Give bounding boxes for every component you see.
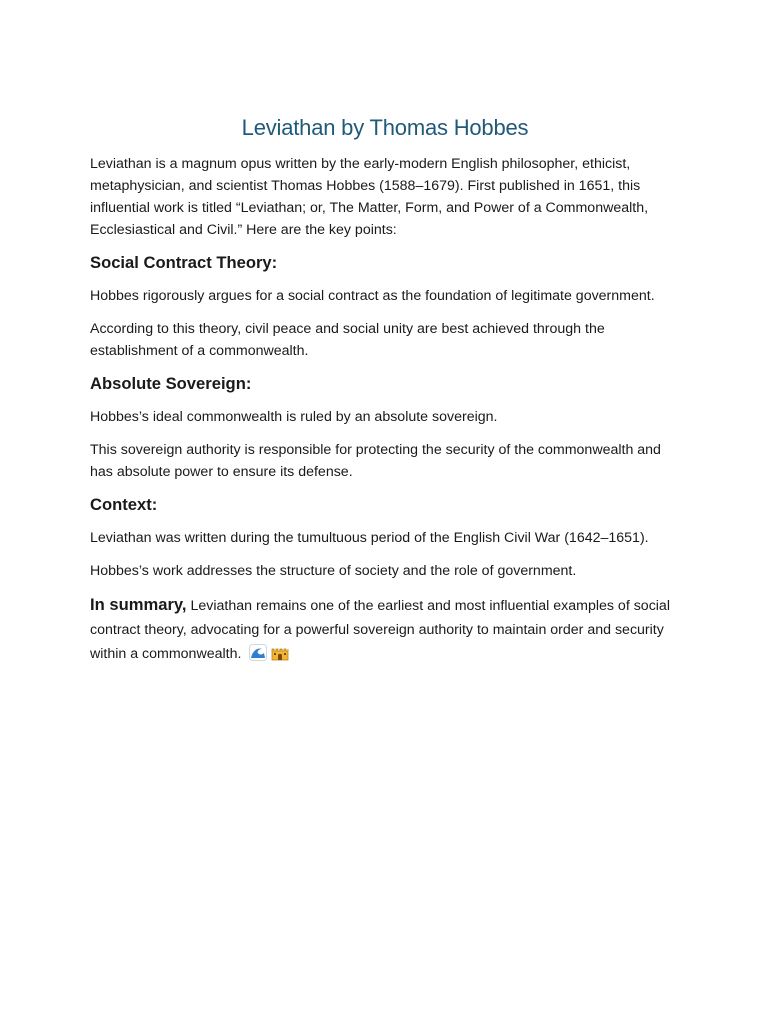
section-paragraph: This sovereign authority is responsible for protecting the security of the commonwealth and has absolute power to ensure its defense. [90, 441, 661, 480]
summary-text: Leviathan remains one of the earliest and most influential examples of social contract theory, advocating for a powerful sovereign authority to maintain order and security within a commonwealth. [90, 597, 670, 662]
summary-lead: In summary, [90, 594, 187, 614]
section-paragraph: Leviathan was written during the tumultuous period of the English Civil War (1642–1651). [90, 529, 649, 546]
summary-paragraph [90, 593, 680, 669]
section-absolute-sovereign [90, 373, 680, 483]
section-social-contract [90, 252, 680, 362]
section-heading: Absolute Sovereign: [90, 373, 252, 393]
section-paragraph: Hobbes rigorously argues for a social contract as the foundation of legitimate government. [90, 287, 655, 304]
section-paragraph: Hobbes’s ideal commonwealth is ruled by an absolute sovereign. [90, 408, 498, 425]
section-paragraph: According to this theory, civil peace and social unity are best achieved through the establishment of a commonwealth. [90, 320, 605, 359]
section-paragraph: Hobbes’s work addresses the structure of society and the role of government. [90, 562, 577, 579]
intro-paragraph: Leviathan is a magnum opus written by the early-modern English philosopher, ethicist, metaphysician, and scientist Thomas Hobbes (1588–1679). First published in 1651, this influential work is titled “Leviathan; or, The Matter, Form, and Power of a Commonwealth, Ecclesiastical and Civil.” Here are the key points: [90, 155, 649, 238]
section-heading: Context: [90, 494, 158, 514]
wave-icon [249, 644, 267, 669]
section-heading: Social Contract Theory: [90, 252, 278, 272]
document-page [90, 114, 680, 669]
castle-icon [271, 644, 289, 669]
document-title: Leviathan by Thomas Hobbes [241, 115, 529, 140]
section-context [90, 494, 680, 582]
